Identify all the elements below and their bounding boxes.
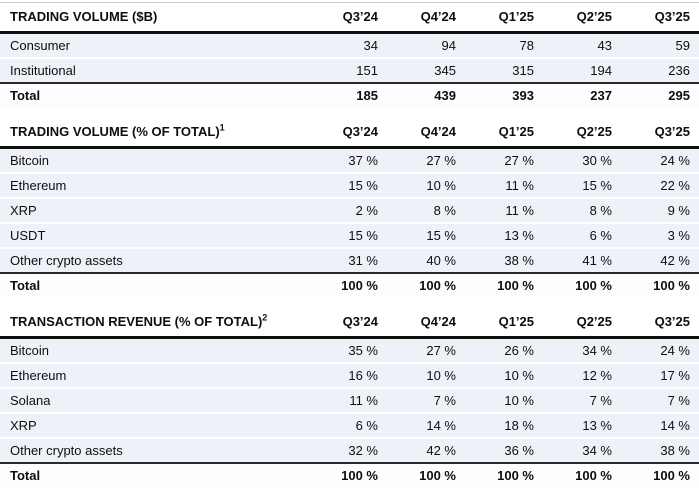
value-cell: 17 % — [612, 363, 699, 388]
table-row — [0, 338, 699, 364]
value-cell: 295 — [612, 83, 699, 107]
column-header-quarter: Q1’25 — [456, 3, 534, 33]
column-header-quarter: Q2’25 — [534, 118, 612, 148]
value-cell: 36 % — [456, 438, 534, 463]
row-label: Consumer — [0, 33, 300, 59]
row-label: Total — [0, 463, 300, 487]
table-row — [0, 173, 699, 198]
value-cell: 41 % — [534, 248, 612, 273]
row-label: Institutional — [0, 58, 300, 83]
value-cell: 43 — [534, 33, 612, 59]
value-cell: 100 % — [456, 273, 534, 297]
table-title-text: TRADING VOLUME ($B) — [10, 9, 158, 24]
value-cell: 439 — [378, 83, 456, 107]
header-row — [0, 3, 699, 33]
table-row — [0, 33, 699, 59]
value-cell: 38 % — [612, 438, 699, 463]
value-cell: 8 % — [378, 198, 456, 223]
value-cell: 15 % — [534, 173, 612, 198]
value-cell: 8 % — [534, 198, 612, 223]
value-cell: 16 % — [300, 363, 378, 388]
row-label: XRP — [0, 413, 300, 438]
value-cell: 100 % — [378, 463, 456, 487]
footnote-marker: 1 — [219, 122, 225, 133]
value-cell: 100 % — [612, 273, 699, 297]
value-cell: 2 % — [300, 198, 378, 223]
table-row — [0, 363, 699, 388]
value-cell: 236 — [612, 58, 699, 83]
table-row — [0, 413, 699, 438]
value-cell: 315 — [456, 58, 534, 83]
row-label: Total — [0, 273, 300, 297]
value-cell: 59 — [612, 33, 699, 59]
value-cell: 30 % — [534, 148, 612, 174]
table-title — [0, 118, 300, 148]
total-row — [0, 273, 699, 297]
table-trading-volume-pct-of-total — [0, 118, 699, 297]
value-cell: 34 % — [534, 438, 612, 463]
column-header-quarter: Q4’24 — [378, 308, 456, 338]
value-cell: 31 % — [300, 248, 378, 273]
column-header-quarter: Q2’25 — [534, 308, 612, 338]
column-header-quarter: Q4’24 — [378, 118, 456, 148]
value-cell: 100 % — [534, 463, 612, 487]
value-cell: 100 % — [300, 463, 378, 487]
row-label: XRP — [0, 198, 300, 223]
table-row — [0, 58, 699, 83]
value-cell: 27 % — [456, 148, 534, 174]
value-cell: 15 % — [300, 223, 378, 248]
value-cell: 10 % — [456, 363, 534, 388]
value-cell: 18 % — [456, 413, 534, 438]
row-label: Solana — [0, 388, 300, 413]
row-label: Ethereum — [0, 363, 300, 388]
table-row — [0, 438, 699, 463]
table-row — [0, 248, 699, 273]
value-cell: 11 % — [300, 388, 378, 413]
column-header-quarter: Q3’25 — [612, 308, 699, 338]
row-label: Bitcoin — [0, 338, 300, 364]
value-cell: 14 % — [612, 413, 699, 438]
value-cell: 34 % — [534, 338, 612, 364]
column-header-quarter: Q3’25 — [612, 118, 699, 148]
value-cell: 7 % — [612, 388, 699, 413]
column-header-quarter: Q2’25 — [534, 3, 612, 33]
footnote-marker: 2 — [262, 312, 268, 323]
value-cell: 10 % — [456, 388, 534, 413]
header-row — [0, 308, 699, 338]
total-row — [0, 83, 699, 107]
row-label: Total — [0, 83, 300, 107]
column-header-quarter: Q3’24 — [300, 3, 378, 33]
value-cell: 9 % — [612, 198, 699, 223]
value-cell: 6 % — [534, 223, 612, 248]
table-row — [0, 388, 699, 413]
value-cell: 27 % — [378, 338, 456, 364]
column-header-quarter: Q4’24 — [378, 3, 456, 33]
value-cell: 10 % — [378, 173, 456, 198]
row-label: Bitcoin — [0, 148, 300, 174]
value-cell: 7 % — [534, 388, 612, 413]
value-cell: 345 — [378, 58, 456, 83]
value-cell: 15 % — [378, 223, 456, 248]
column-header-quarter: Q1’25 — [456, 118, 534, 148]
value-cell: 194 — [534, 58, 612, 83]
value-cell: 100 % — [300, 273, 378, 297]
value-cell: 10 % — [378, 363, 456, 388]
value-cell: 24 % — [612, 148, 699, 174]
table-transaction-revenue-pct-of-total — [0, 308, 699, 487]
value-cell: 7 % — [378, 388, 456, 413]
value-cell: 42 % — [378, 438, 456, 463]
value-cell: 100 % — [612, 463, 699, 487]
value-cell: 15 % — [300, 173, 378, 198]
value-cell: 35 % — [300, 338, 378, 364]
value-cell: 26 % — [456, 338, 534, 364]
value-cell: 38 % — [456, 248, 534, 273]
value-cell: 393 — [456, 83, 534, 107]
value-cell: 37 % — [300, 148, 378, 174]
table-trading-volume-usd-b — [0, 2, 699, 107]
row-label: USDT — [0, 223, 300, 248]
table-row — [0, 223, 699, 248]
table-row — [0, 148, 699, 174]
value-cell: 27 % — [378, 148, 456, 174]
value-cell: 100 % — [456, 463, 534, 487]
value-cell: 24 % — [612, 338, 699, 364]
table-row — [0, 198, 699, 223]
value-cell: 22 % — [612, 173, 699, 198]
row-label: Other crypto assets — [0, 438, 300, 463]
total-row — [0, 463, 699, 487]
value-cell: 185 — [300, 83, 378, 107]
value-cell: 32 % — [300, 438, 378, 463]
value-cell: 11 % — [456, 173, 534, 198]
row-label: Ethereum — [0, 173, 300, 198]
value-cell: 100 % — [534, 273, 612, 297]
value-cell: 6 % — [300, 413, 378, 438]
value-cell: 42 % — [612, 248, 699, 273]
value-cell: 34 — [300, 33, 378, 59]
column-header-quarter: Q1’25 — [456, 308, 534, 338]
value-cell: 40 % — [378, 248, 456, 273]
value-cell: 237 — [534, 83, 612, 107]
value-cell: 13 % — [456, 223, 534, 248]
value-cell: 100 % — [378, 273, 456, 297]
value-cell: 11 % — [456, 198, 534, 223]
value-cell: 3 % — [612, 223, 699, 248]
table-title-text: TRADING VOLUME (% OF TOTAL) — [10, 124, 220, 139]
value-cell: 94 — [378, 33, 456, 59]
column-header-quarter: Q3’24 — [300, 308, 378, 338]
table-title-text: TRANSACTION REVENUE (% OF TOTAL) — [10, 314, 263, 329]
column-header-quarter: Q3’25 — [612, 3, 699, 33]
value-cell: 151 — [300, 58, 378, 83]
value-cell: 12 % — [534, 363, 612, 388]
value-cell: 13 % — [534, 413, 612, 438]
table-title — [0, 308, 300, 338]
value-cell: 78 — [456, 33, 534, 59]
column-header-quarter: Q3’24 — [300, 118, 378, 148]
table-title — [0, 3, 300, 33]
header-row — [0, 118, 699, 148]
row-label: Other crypto assets — [0, 248, 300, 273]
value-cell: 14 % — [378, 413, 456, 438]
